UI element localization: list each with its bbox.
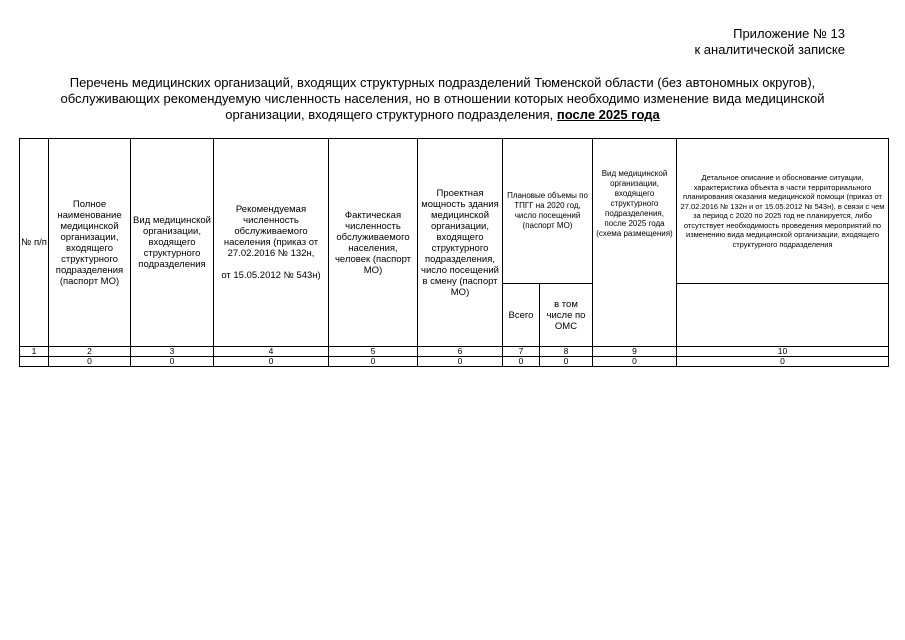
appendix-number: Приложение № 13 <box>733 26 845 41</box>
header-recommended-population-main: Рекомендуемая численность обслуживаемого населения (приказ от 27.02.2016 № 132н, <box>223 204 319 259</box>
header-planned-volumes: Плановые объемы по ТПГГ на 2020 год, число посещений (паспорт МО) <box>503 139 593 284</box>
title-main: Перечень медицинских организаций, входящих структурных подразделений Тюменской области (без автономных округов), обслуживающих рекомендуемую численность населения, но в отношении которых необходимо изменение вида медицинской организации, входящего структурного подразделения, <box>60 75 825 122</box>
table-cell: 0 <box>329 357 418 367</box>
table-cell: 0 <box>418 357 503 367</box>
column-number: 8 <box>540 347 593 357</box>
table-cell: 0 <box>593 357 677 367</box>
header-detailed-description: Детальное описание и обоснование ситуации, характеристика объекта в части территориального планирования оказания медицинской помощи (приказ от 27.02.2016 № 132н и от 15.05.2012 № 543н), в связи с чем за период с 2020 по 2025 год не планируется, либо отсутствует необходимость проведения мероприятий по изменению вида медицинской организации, входящего структурного подразделения <box>677 139 889 284</box>
table-row-column-numbers <box>20 347 889 357</box>
table-row-values <box>20 357 889 367</box>
column-number: 4 <box>214 347 329 357</box>
table-cell: 0 <box>540 357 593 367</box>
table-cell: 0 <box>49 357 131 367</box>
header-number: № п/п <box>20 139 49 347</box>
header-visits-total: Всего <box>503 284 540 347</box>
column-number: 7 <box>503 347 540 357</box>
header-recommended-population <box>214 139 329 347</box>
column-number: 9 <box>593 347 677 357</box>
header-recommended-population-order: от 15.05.2012 № 543н) <box>221 270 321 281</box>
header-organization-name: Полное наименование медицинской организации, входящего структурного подразделения (паспорт МО) <box>49 139 131 347</box>
organizations-table <box>19 138 889 367</box>
header-visits-oms: в том числе по ОМС <box>540 284 593 347</box>
appendix-reference: к аналитической записке <box>694 42 845 57</box>
document-title <box>50 75 835 123</box>
column-number: 1 <box>20 347 49 357</box>
table-cell: 0 <box>214 357 329 367</box>
table-header-row <box>20 139 889 284</box>
table-cell: 0 <box>503 357 540 367</box>
column-number: 6 <box>418 347 503 357</box>
column-number: 10 <box>677 347 889 357</box>
column-number: 5 <box>329 347 418 357</box>
header-design-capacity: Проектная мощность здания медицинской организации, входящего структурного подразделения, число посещений в смену (паспорт МО) <box>418 139 503 347</box>
appendix-header <box>695 26 846 58</box>
title-emphasis: после 2025 года <box>556 107 660 122</box>
header-type-after-2025: Вид медицинской организации, входящего структурного подразделения, после 2025 года (схема размещения) <box>593 139 677 347</box>
table-cell: 0 <box>131 357 214 367</box>
header-organization-type: Вид медицинской организации, входящего структурного подразделения <box>131 139 214 347</box>
column-number: 2 <box>49 347 131 357</box>
table-cell: 0 <box>677 357 889 367</box>
header-actual-population: Фактическая численность обслуживаемого населения, человек (паспорт МО) <box>329 139 418 347</box>
table-cell <box>20 357 49 367</box>
column-number: 3 <box>131 347 214 357</box>
header-description-empty <box>677 284 889 347</box>
